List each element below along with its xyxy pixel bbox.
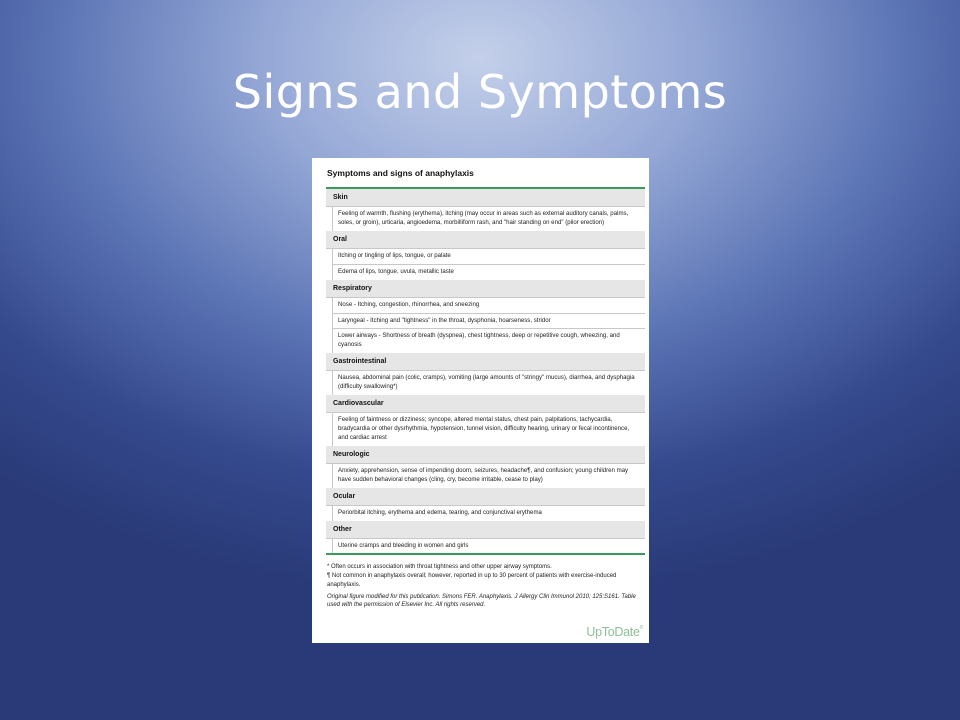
slide-title: Signs and Symptoms bbox=[232, 65, 728, 119]
symptom-item: Lower airways - Shortness of breath (dyspnea), chest tightness, deep or repetitive cough, wheezing, and cyanosis bbox=[332, 329, 645, 353]
symptom-item: Anxiety, apprehension, sense of impending doom, seizures, headache¶, and confusion; young children may have sudden behavioral changes (cling, cry, become irritable, cease to play) bbox=[332, 464, 645, 488]
category-header: Neurologic bbox=[326, 446, 645, 464]
category-items bbox=[326, 539, 645, 554]
symptom-item: Uterine cramps and bleeding in women and girls bbox=[332, 539, 645, 554]
category-header: Skin bbox=[326, 189, 645, 207]
citation: Original figure modified for this publication. Simons FER. Anaphylaxis. J Allergy Clin Immunol 2010; 125:S161. Table used with the permission of Elsevier Inc. All rights reserved. bbox=[327, 593, 636, 609]
category-header: Cardiovascular bbox=[326, 395, 645, 413]
category-header: Respiratory bbox=[326, 280, 645, 298]
category-items bbox=[326, 464, 645, 488]
category-items bbox=[326, 298, 645, 354]
footnote: ¶ Not common in anaphylaxis overall; however, reported in up to 30 percent of patients with exercise-induced anaphylaxis. bbox=[327, 573, 617, 588]
table-title: Symptoms and signs of anaphylaxis bbox=[327, 168, 474, 178]
symptom-item: Feeling of faintness or dizziness; syncope, altered mental status, chest pain, palpitations, tachycardia, bradycardia or other dysrhythmia, hypotension, tunnel vision, difficulty hearing, urinary or fecal incontinence, and cardiac arrest bbox=[332, 413, 645, 446]
symptom-item: Itching or tingling of lips, tongue, or palate bbox=[332, 249, 645, 265]
category-header: Oral bbox=[326, 231, 645, 249]
category-items bbox=[326, 249, 645, 280]
category-header: Gastrointestinal bbox=[326, 353, 645, 371]
symptom-item: Edema of lips, tongue, uvula, metallic taste bbox=[332, 265, 645, 280]
category-header: Ocular bbox=[326, 488, 645, 506]
symptom-item: Feeling of warmth, flushing (erythema), itching (may occur in areas such as external auditory canals, palms, soles, or groin), urticaria, angioedema, morbilliform rash, and "hair standing on end" (pilor erection) bbox=[332, 207, 645, 231]
category-items bbox=[326, 413, 645, 446]
symptom-item: Nausea, abdominal pain (colic, cramps), vomiting (large amounts of "stringy" mucus), diarrhea, and dysphagia (difficulty swallowing*) bbox=[332, 371, 645, 395]
symptom-item: Laryngeal - Itching and "tightness" in the throat, dysphonia, hoarseness, stridor bbox=[332, 314, 645, 330]
footnote: * Often occurs in association with throat tightness and other upper airway symptoms. bbox=[327, 564, 552, 571]
category-items bbox=[326, 506, 645, 521]
uptodate-logo: UpToDate® bbox=[586, 625, 643, 639]
symptom-item: Periorbital itching, erythema and edema, tearing, and conjunctival erythema bbox=[332, 506, 645, 521]
category-items bbox=[326, 207, 645, 231]
anaphylaxis-table-image bbox=[312, 158, 649, 643]
category-header: Other bbox=[326, 521, 645, 539]
footnotes bbox=[326, 555, 645, 610]
symptoms-table bbox=[326, 187, 645, 555]
category-items bbox=[326, 371, 645, 395]
symptom-item: Nose - Itching, congestion, rhinorrhea, and sneezing bbox=[332, 298, 645, 314]
logo-text: UpToDate bbox=[586, 625, 640, 639]
